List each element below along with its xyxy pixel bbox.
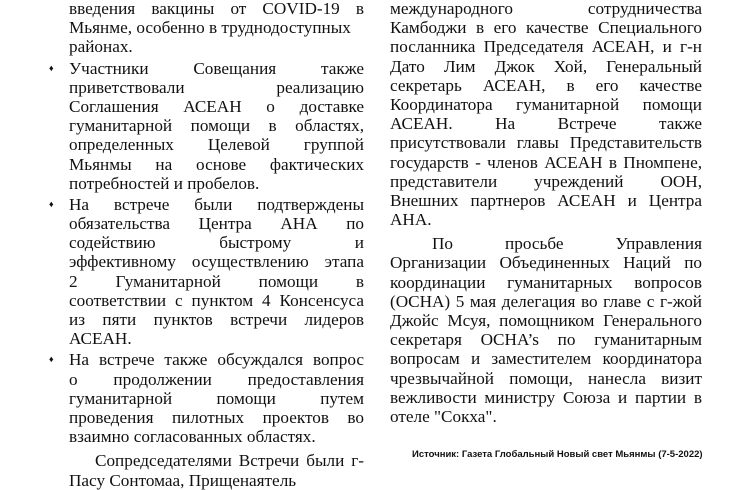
text-line: международного сотрудничества [390,0,702,18]
left-column [47,0,364,490]
text-line: гуманитарной помощи путем [69,388,364,408]
text-line: АСЕАН. На Встрече также [390,114,702,134]
text-line: эффективному осуществлению этапа [69,252,364,272]
text-line: На встрече также обсуждался вопрос [69,350,364,370]
text-line: Сопредседателями Встречи были г- [95,451,364,471]
text-line: (OCHA) 5 мая делегация во главе с г-жой [390,291,702,311]
text-line: проведения пилотных проектов во [69,407,364,427]
text-line: координации гуманитарных вопросов [390,272,702,292]
text-line: Мьянме, особенно в труднодоступных [69,18,351,38]
diamond-bullet-icon: ♦ [49,354,54,365]
text-line: По просьбе Управления [432,234,702,254]
text-line: Соглашения АСЕАН о доставке [69,96,364,116]
paragraph [390,234,702,426]
text-line: чрезвычайной помощи, нанесла визит [390,368,702,388]
text-line: Мьянмы на основе фактических [69,154,364,174]
text-line: районах. [69,37,133,57]
text-line: введения вакцины от COVID-19 в [69,0,364,18]
diamond-bullet-icon: ♦ [49,62,54,73]
text-line: Пасу Сонтомаа, Прищенаятель [69,470,297,490]
right-column [390,0,702,426]
paragraph [390,0,702,229]
text-line: приветствовали реализацию [69,77,364,97]
text-line: Организации Объединенных Наций по [390,253,702,273]
text-line: Координатора гуманитарной помощи [390,94,702,114]
text-line: определенных Целевой группой [69,135,364,155]
text-line: обязательства Центра АНА по [69,214,364,234]
text-line: Джойс Мсуя, помощником Генерального [390,311,702,330]
text-line: вопросам и заместителем координатора [390,349,702,369]
text-line: взаимно согласованных областях. [69,427,316,447]
text-line: отеле "Сокха". [390,406,497,426]
text-line: Внешних партнеров АСЕАН и Центра [390,190,702,210]
text-line: На встрече были подтверждены [69,194,364,214]
text-line: о продолжении предоставления [69,369,364,389]
bullet-item [47,59,364,193]
text-line: потребностей и пробелов. [69,173,260,193]
text-line: гуманитарной помощи в областях, [69,116,364,136]
text-line: вежливости министру Союза и партии в [390,387,702,407]
diamond-bullet-icon: ♦ [49,198,54,209]
text-line: Участники Совещания также [69,58,364,78]
text-line: содействию быстрому и [69,233,364,253]
text-line: присутствовали главы Представительств [390,133,702,153]
text-line: АСЕАН. [69,329,132,349]
bullet-item [47,350,364,446]
text-line: из пяти пунктов встречи лидеров [69,310,364,329]
text-line: государств - членов АСЕАН в Пномпене, [390,152,702,172]
text-line: представители учреждений ООН, [390,171,702,191]
text-line: секретаря OCHA’s по гуманитарным [390,330,702,350]
source-citation: Источник: Газета Глобальный Новый свет Мьянмы (7-5-2022) [412,449,703,460]
continued-paragraph [47,0,364,57]
paragraph [47,451,364,489]
text-line: 2 Гуманитарной помощи в [69,271,364,291]
bullet-item [47,195,364,349]
text-line: Дато Лим Джок Хой, Генеральный [390,56,702,76]
text-line: АНА. [390,210,432,230]
text-line: соответствии с пунктом 4 Консенсуса [69,290,364,310]
text-line: посланника Председателя АСЕАН, и г-н [390,37,702,57]
text-line: Камбоджи в его качестве Специального [390,18,702,38]
text-line: секретарь АСЕАН, в его качестве [390,75,702,95]
